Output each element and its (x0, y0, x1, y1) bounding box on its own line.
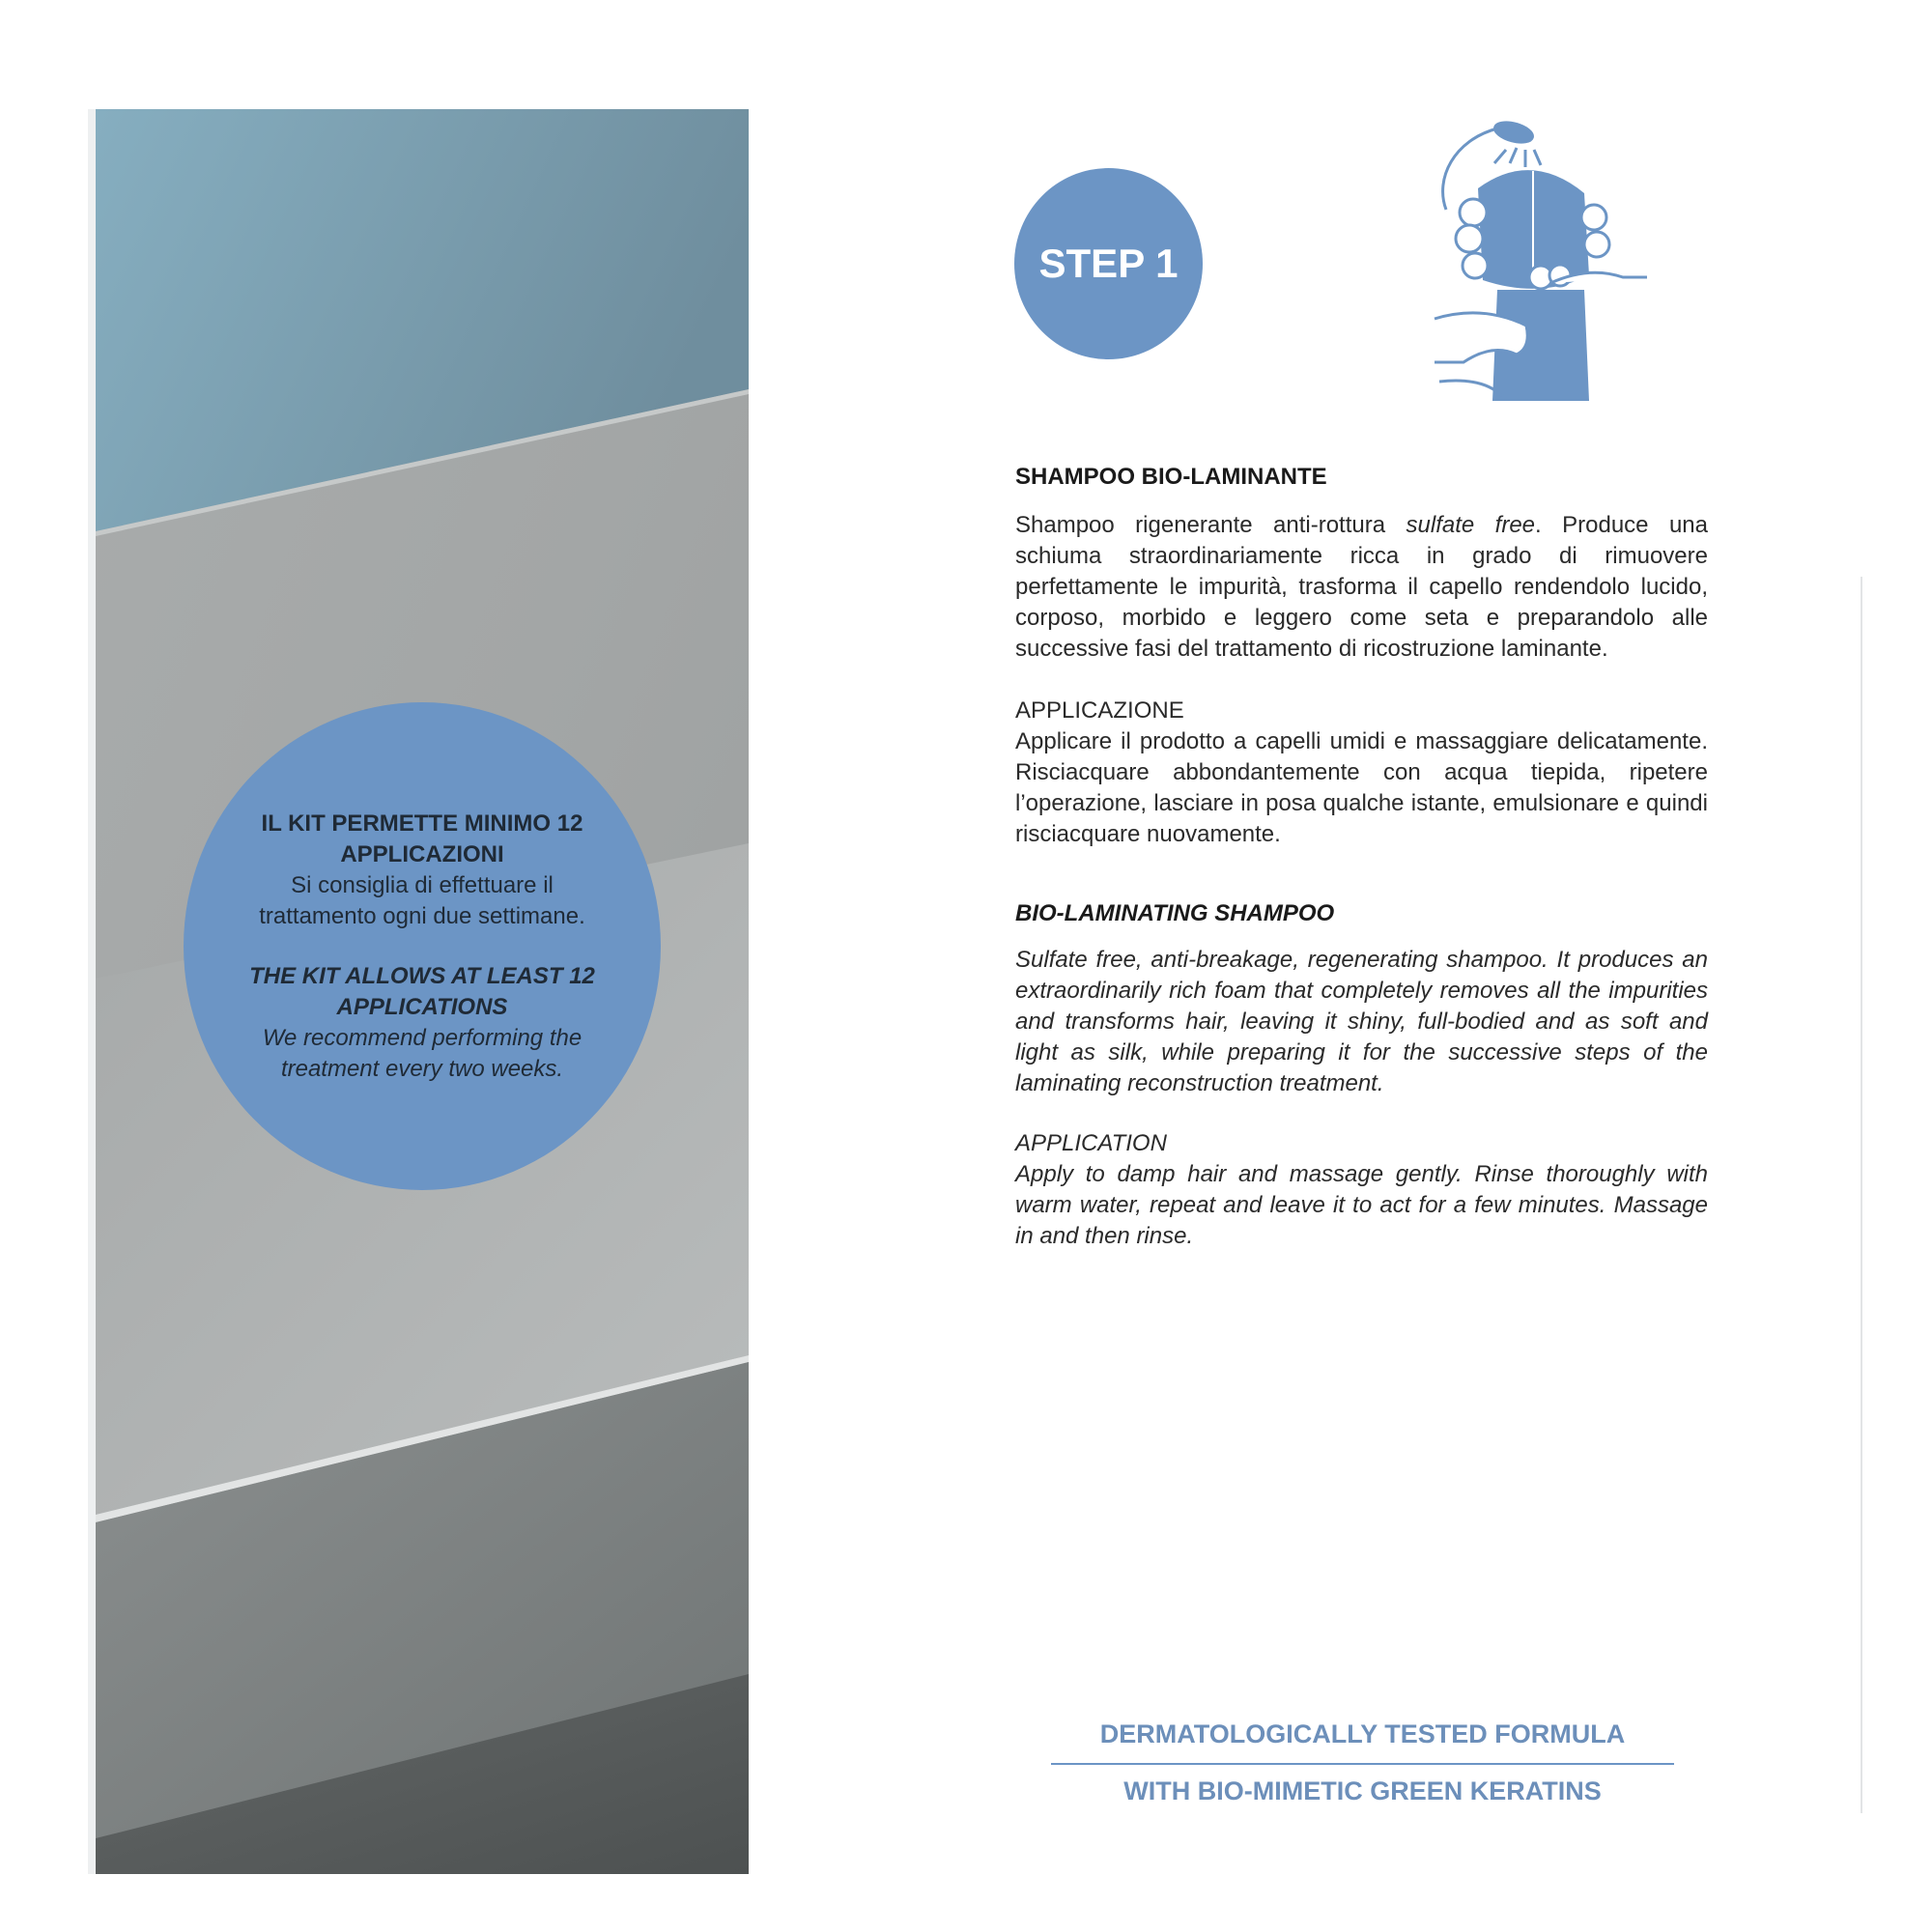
left-panel-edge (88, 109, 96, 1874)
english-application (1015, 1128, 1708, 1252)
italian-description-start: Shampoo rigenerante anti-rottura (1015, 512, 1406, 538)
footer-claim (1051, 1719, 1674, 1806)
english-product-block (1015, 898, 1708, 929)
kit-info-title-en: THE KIT ALLOWS AT LEAST 12 APPLICATIONS (249, 962, 595, 1020)
kit-info-circle (184, 702, 661, 1190)
italian-description-italic: sulfate free (1406, 512, 1536, 538)
italian-application (1015, 696, 1708, 850)
kit-info-title-it: IL KIT PERMETTE MINIMO 12 APPLICAZIONI (261, 810, 583, 867)
footer-divider (1051, 1763, 1674, 1765)
italian-product-block (1015, 462, 1708, 493)
footer-line-1: DERMATOLOGICALLY TESTED FORMULA (1099, 1719, 1626, 1748)
english-application-label: APPLICATION (1015, 1130, 1167, 1156)
english-product-heading: BIO-LAMINATING SHAMPOO (1015, 900, 1335, 926)
italian-product-heading: SHAMPOO BIO-LAMINANTE (1015, 464, 1327, 490)
right-margin-divider (1861, 577, 1862, 1813)
english-description-text: Sulfate free, anti-breakage, regenerating shampoo. It produces an extraordinarily rich foam that completely removes all the impurities and transforms hair, leaving it shiny, full-bodied and as soft and light as silk, while preparing it for the successive steps of the laminating reconstruction treatment. (1015, 947, 1708, 1096)
footer-line-2: WITH BIO-MIMETIC GREEN KERATINS (1123, 1776, 1602, 1805)
italian-description-end: . Produce una schiuma straordinariamente ricca in grado di rimuovere perfettamente le impurità, trasforma il capello rendendolo lucido, corposo, morbido e leggero come seta e preparandolo alle successive fasi del trattamento di ricostruzione laminante. (1015, 512, 1709, 662)
english-application-text: Apply to damp hair and massage gently. Rinse thoroughly with warm water, repeat and leave it to act for a few minutes. Massage in and then rinse. (1015, 1161, 1708, 1249)
english-description (1015, 945, 1708, 1099)
step-badge: STEP 1 (1014, 168, 1203, 359)
italian-application-text: Applicare il prodotto a capelli umidi e massaggiare delicatamente. Risciacquare abbondantemente con acqua tiepida, ripetere l’operazione, lasciare in posa qualche istante, emulsionare e quindi risciacquare nuovamente. (1015, 728, 1708, 847)
kit-info-text-en: We recommend performing the treatment every two weeks. (262, 1024, 582, 1082)
kit-info-text-it: Si consiglia di effettuare il trattamento ogni due settimane. (259, 871, 585, 929)
hair-washing-illustration (1425, 121, 1647, 406)
left-photo-panel (96, 109, 749, 1874)
italian-application-label: APPLICAZIONE (1015, 697, 1184, 724)
italian-description (1015, 510, 1708, 665)
